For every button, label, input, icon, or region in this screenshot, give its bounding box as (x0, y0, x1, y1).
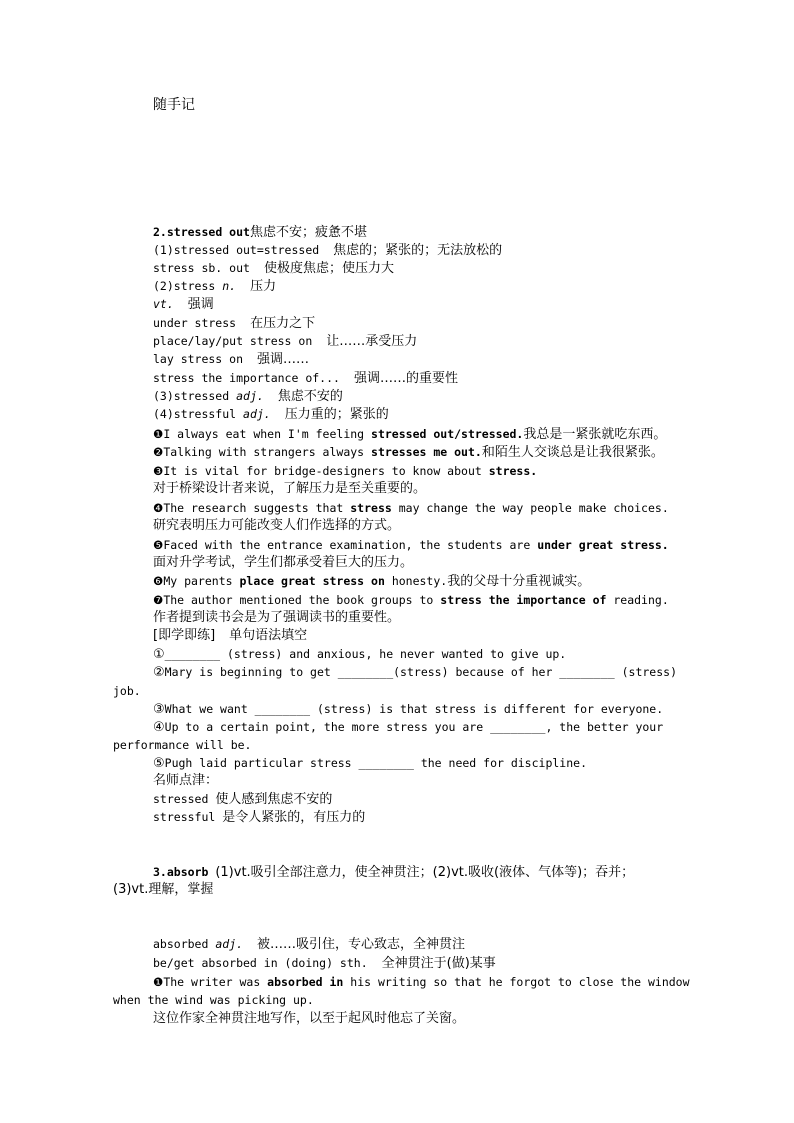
usage-meaning: 强调 (187, 297, 214, 312)
example-number: ❶ (153, 975, 164, 989)
part-of-speech: n. (222, 279, 237, 293)
practice-text: ________ (stress) and anxious, he never wanted to give up. (164, 647, 567, 661)
practice-subtitle: 单句语法填空 (229, 628, 308, 643)
example-text: My parents (163, 574, 240, 588)
tip-meaning: 使人感到焦虑不安的 (215, 792, 333, 807)
section-2-heading (153, 223, 367, 242)
example-keyword: absorbed in (267, 975, 344, 989)
example-translation: 面对升学考试，学生们都承受着巨大的压力。 (153, 555, 414, 570)
usage-line (153, 935, 465, 954)
practice-text: Up to a certain point, the more stress you are ________, the better your (164, 720, 664, 734)
part-of-speech: vt. (153, 297, 174, 311)
usage-line (153, 332, 417, 351)
example-text: The writer was (163, 975, 268, 989)
practice-number: ③ (153, 702, 165, 717)
example-sentence (153, 425, 666, 444)
usage-line (153, 295, 214, 314)
usage-line (153, 369, 458, 388)
usage-meaning: 全神贯注于(做)某事 (381, 956, 496, 971)
example-translation: 作者提到读书会是为了强调读书的重要性。 (153, 610, 401, 625)
example-sentence (153, 499, 669, 517)
practice-text: What we want ________ (stress) is that stress is different for everyone. (164, 702, 664, 716)
usage-phrase: (4)stressful (153, 407, 237, 421)
example-number: ❺ (153, 538, 164, 552)
example-number: ❶ (153, 427, 164, 441)
example-text: Faced with the entrance examination, the students are (163, 538, 538, 552)
usage-meaning: 被……吸引住，专心致志，全神贯注 (257, 937, 466, 952)
example-text: may change the way people make choices. (391, 501, 669, 515)
tips-heading: 名师点津： (153, 773, 219, 788)
practice-text: Pugh laid particular stress ________ the need for discipline. (164, 756, 587, 770)
usage-meaning: 焦虑的；紧张的；无法放松的 (333, 243, 503, 258)
usage-meaning: 焦虑不安的 (277, 389, 343, 404)
section-3-term: absorb (166, 865, 209, 879)
practice-item (153, 754, 587, 773)
example-number: ❼ (153, 593, 164, 607)
example-keyword: place great stress on (239, 574, 385, 588)
section-3-meaning-continued: (3)vt.理解，掌握 (113, 882, 214, 897)
practice-number: ① (153, 647, 165, 662)
usage-meaning: 强调…… (257, 352, 310, 367)
section-3-number: 3. (153, 865, 167, 879)
usage-meaning: 压力重的；紧张的 (284, 407, 389, 422)
example-translation: 和陌生人交谈总是让我很紧张。 (481, 445, 664, 460)
example-translation: 这位作家全神贯注地写作，以至于起风时他忘了关窗。 (153, 1011, 466, 1026)
example-number: ❸ (153, 464, 164, 478)
example-keyword: stresses me out. (371, 445, 482, 459)
usage-phrase: (1)stressed out=stressed (153, 243, 320, 257)
example-keyword: under great stress. (537, 538, 669, 552)
section-3-meaning: (1)vt.吸引全部注意力，使全神贯注；(2)vt.吸收(液体、气体等)；吞并； (215, 865, 635, 880)
part-of-speech: adj. (243, 407, 271, 421)
practice-number: ⑤ (153, 756, 165, 771)
example-number: ❷ (153, 445, 164, 459)
example-number: ❹ (153, 501, 164, 515)
example-text: honesty. (384, 574, 448, 588)
example-text: The author mentioned the book groups to (163, 593, 441, 607)
usage-phrase: place/lay/put stress on (153, 334, 313, 348)
usage-phrase: (2)stress (153, 279, 216, 293)
usage-meaning: 强调……的重要性 (353, 371, 458, 386)
example-sentence (153, 572, 590, 591)
tip-line (153, 808, 365, 827)
usage-phrase: stress sb. out (153, 261, 250, 275)
practice-title: [即学即练] (153, 628, 216, 643)
usage-line (153, 350, 309, 369)
practice-text: Mary is beginning to get ________(stress) because of her ________ (stress) (164, 665, 678, 679)
example-sentence (153, 443, 664, 462)
example-sentence (153, 536, 669, 554)
example-keyword: stress the importance of (440, 593, 607, 607)
practice-item (153, 645, 566, 664)
usage-phrase: (3)stressed (153, 389, 230, 403)
usage-line (153, 314, 315, 333)
example-translation: 我的父母十分重视诚实。 (447, 574, 591, 589)
example-translation: 对于桥梁设计者来说，了解压力是至关重要的。 (153, 481, 427, 496)
usage-line (153, 405, 389, 424)
usage-meaning: 在压力之下 (250, 316, 316, 331)
example-number: ❻ (153, 574, 164, 588)
usage-line (153, 259, 394, 278)
page-header-title: 随手记 (153, 97, 195, 113)
usage-phrase: absorbed (153, 937, 209, 951)
example-keyword: stressed out/stressed. (371, 427, 524, 441)
practice-continuation: job. (113, 684, 141, 698)
tip-meaning: 是令人紧张的，有压力的 (222, 810, 366, 825)
usage-line (153, 387, 343, 406)
example-keyword: stress. (488, 464, 538, 478)
practice-item (153, 700, 663, 719)
usage-line (153, 954, 496, 973)
example-continuation: when the wind was picking up. (113, 993, 314, 1007)
part-of-speech: adj. (215, 937, 244, 951)
section-2-meaning: 焦虑不安；疲惫不堪 (249, 225, 367, 240)
tip-term: stressed (153, 792, 209, 806)
usage-phrase: lay stress on (153, 352, 244, 366)
example-sentence (153, 973, 690, 991)
example-text: It is vital for bridge-designers to know about (163, 464, 489, 478)
section-2-number: 2. (153, 225, 167, 239)
example-text: I always eat when I'm feeling (163, 427, 372, 441)
practice-item (153, 718, 663, 737)
example-text: his writing so that he forgot to close the window (343, 975, 690, 989)
example-keyword: stress (350, 501, 392, 515)
usage-line (153, 241, 502, 260)
usage-meaning: 让……承受压力 (326, 334, 418, 349)
example-translation: 研究表明压力可能改变人们作选择的方式。 (153, 518, 401, 533)
practice-heading (153, 627, 307, 645)
example-translation: 我总是一紧张就吃东西。 (523, 427, 667, 442)
section-3-heading (153, 863, 634, 882)
tip-line (153, 790, 332, 809)
example-text: Talking with strangers always (163, 445, 372, 459)
practice-continuation: performance will be. (113, 738, 252, 752)
tip-term: stressful (153, 810, 216, 824)
example-sentence (153, 591, 669, 609)
practice-number: ④ (153, 720, 165, 735)
usage-meaning: 使极度焦虑；使压力大 (263, 261, 394, 276)
example-text: The research suggests that (163, 501, 351, 515)
example-text: reading. (606, 593, 669, 607)
usage-line (153, 277, 276, 296)
practice-item (153, 663, 677, 682)
example-sentence (153, 462, 537, 480)
usage-phrase: be/get absorbed in (doing) sth. (153, 956, 368, 970)
part-of-speech: adj. (236, 389, 264, 403)
usage-phrase: under stress (153, 316, 237, 330)
usage-meaning: 压力 (250, 279, 277, 294)
usage-phrase: stress the importance of... (153, 371, 340, 385)
section-2-term: stressed out (166, 225, 250, 239)
practice-number: ② (153, 665, 165, 680)
